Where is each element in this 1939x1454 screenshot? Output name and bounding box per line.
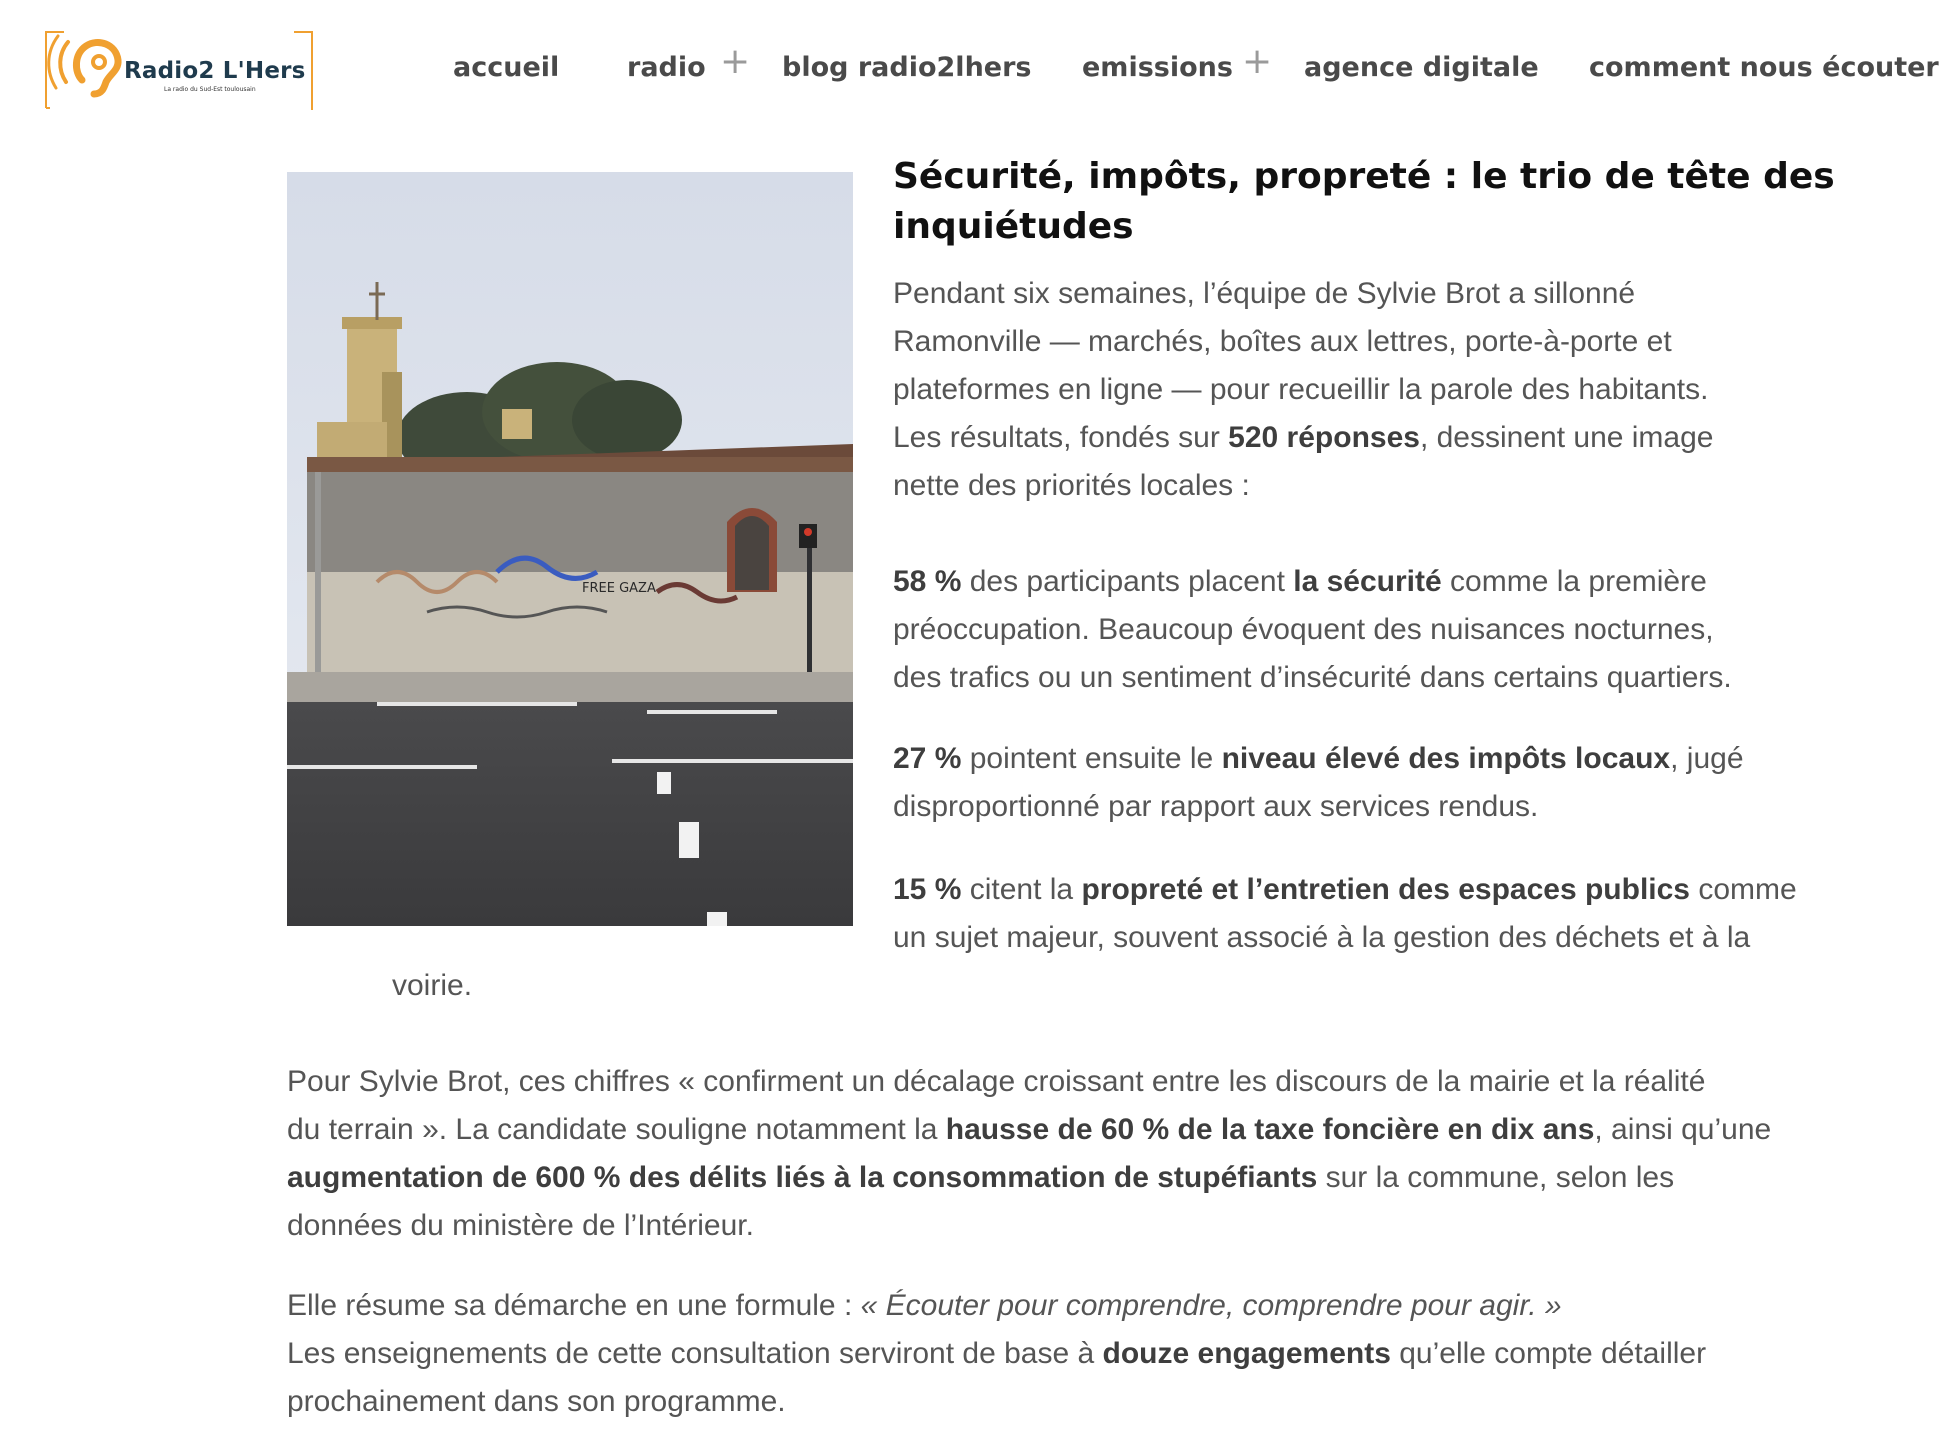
brot-offences-rise: augmentation de 600 % des délits liés à la consommation de stupéfiants xyxy=(287,1161,1318,1194)
formula-line-2a: Les enseignements de cette consultation serviront de base à xyxy=(287,1337,1103,1370)
stat-cleanliness-last-word: voirie. xyxy=(392,969,473,1002)
stat-security-line-3: des trafics ou un sentiment d’insécurité dans certains quartiers. xyxy=(893,661,1732,694)
radio-submenu-plus-icon[interactable]: + xyxy=(720,41,751,82)
site-header xyxy=(0,0,1939,130)
logo-tagline: La radio du Sud-Est toulousain xyxy=(164,86,256,93)
stat-cleanliness-line-3 xyxy=(392,962,792,1010)
stat-taxes-text-1: pointent ensuite le xyxy=(961,742,1222,775)
article-heading: Sécurité, impôts, propreté : le trio de tête des inquiétudes xyxy=(893,156,1835,247)
stat-cleanliness-percent: 15 % xyxy=(893,873,962,906)
stat-cleanliness-text-2: comme xyxy=(1690,873,1797,906)
article-photo xyxy=(287,172,853,926)
emissions-submenu-plus-icon[interactable]: + xyxy=(1242,41,1273,82)
brot-line-2c: , ainsi qu’une xyxy=(1594,1113,1772,1146)
nav-item-agence-digitale[interactable]: agence digitale xyxy=(1304,52,1539,83)
responses-count: 520 réponses xyxy=(1228,421,1420,454)
formula-line-3: prochainement dans son programme. xyxy=(287,1385,786,1418)
stat-security-line-2: préoccupation. Beaucoup évoquent des nuisances nocturnes, xyxy=(893,613,1714,646)
chapel-street-photo xyxy=(287,172,853,926)
nav-item-blog[interactable]: blog radio2lhers xyxy=(782,52,1032,83)
stat-security-topic: la sécurité xyxy=(1293,565,1442,598)
photo-graffiti-text: FREE GAZA xyxy=(582,581,656,596)
stat-security-text-2: comme la première xyxy=(1441,565,1707,598)
brot-line-2a: du terrain ». La candidate souligne notamment la xyxy=(287,1113,946,1146)
intro-line-1: Pendant six semaines, l’équipe de Sylvie Brot a sillonné xyxy=(893,277,1636,310)
brot-line-3b: sur la commune, selon les xyxy=(1317,1161,1675,1194)
intro-paragraph xyxy=(893,270,1893,510)
stat-taxes-line-2: disproportionné par rapport aux services rendus. xyxy=(893,790,1539,823)
nav-item-comment-nous-ecouter[interactable]: comment nous écouter xyxy=(1589,52,1939,83)
stat-cleanliness-text-1: citent la xyxy=(961,873,1082,906)
nav-item-radio[interactable]: radio xyxy=(627,52,706,83)
brot-line-4: données du ministère de l’Intérieur. xyxy=(287,1209,754,1242)
stat-cleanliness xyxy=(893,866,1893,962)
stat-security-text-1: des participants placent xyxy=(961,565,1294,598)
stat-cleanliness-line-2: un sujet majeur, souvent associé à la gestion des déchets et à la xyxy=(893,921,1751,954)
stat-security xyxy=(893,558,1893,702)
formula-quote: « Écouter pour comprendre, comprendre pour agir. » xyxy=(860,1289,1562,1322)
brot-paragraph xyxy=(287,1058,1887,1250)
logo-name: Radio2 L'Hers xyxy=(124,58,306,84)
stat-taxes xyxy=(893,735,1893,831)
brot-line-1: Pour Sylvie Brot, ces chiffres « confirment un décalage croissant entre les discours de la mairie et la réalité xyxy=(287,1065,1706,1098)
stat-cleanliness-topic: propreté et l’entretien des espaces publics xyxy=(1081,873,1690,906)
intro-line-2: Ramonville — marchés, boîtes aux lettres, porte-à-porte et xyxy=(893,325,1672,358)
stat-taxes-text-2: , jugé xyxy=(1670,742,1744,775)
nav-item-emissions[interactable]: emissions xyxy=(1082,52,1233,83)
formula-paragraph xyxy=(287,1282,1887,1426)
stat-taxes-percent: 27 % xyxy=(893,742,962,775)
formula-line-1a: Elle résume sa démarche en une formule : xyxy=(287,1289,861,1322)
stat-security-percent: 58 % xyxy=(893,565,962,598)
brot-tax-rise: hausse de 60 % de la taxe foncière en dix ans xyxy=(945,1113,1595,1146)
stat-taxes-topic: niveau élevé des impôts locaux xyxy=(1221,742,1671,775)
site-logo[interactable] xyxy=(44,30,316,112)
intro-line-4c: , dessinent une image xyxy=(1419,421,1714,454)
intro-line-5: nette des priorités locales : xyxy=(893,469,1250,502)
formula-line-2c: qu’elle compte détailler xyxy=(1390,1337,1707,1370)
intro-line-3: plateformes en ligne — pour recueillir la parole des habitants. xyxy=(893,373,1709,406)
nav-item-accueil[interactable]: accueil xyxy=(453,52,560,83)
intro-line-4a: Les résultats, fondés sur xyxy=(893,421,1229,454)
formula-commitments: douze engagements xyxy=(1102,1337,1391,1370)
